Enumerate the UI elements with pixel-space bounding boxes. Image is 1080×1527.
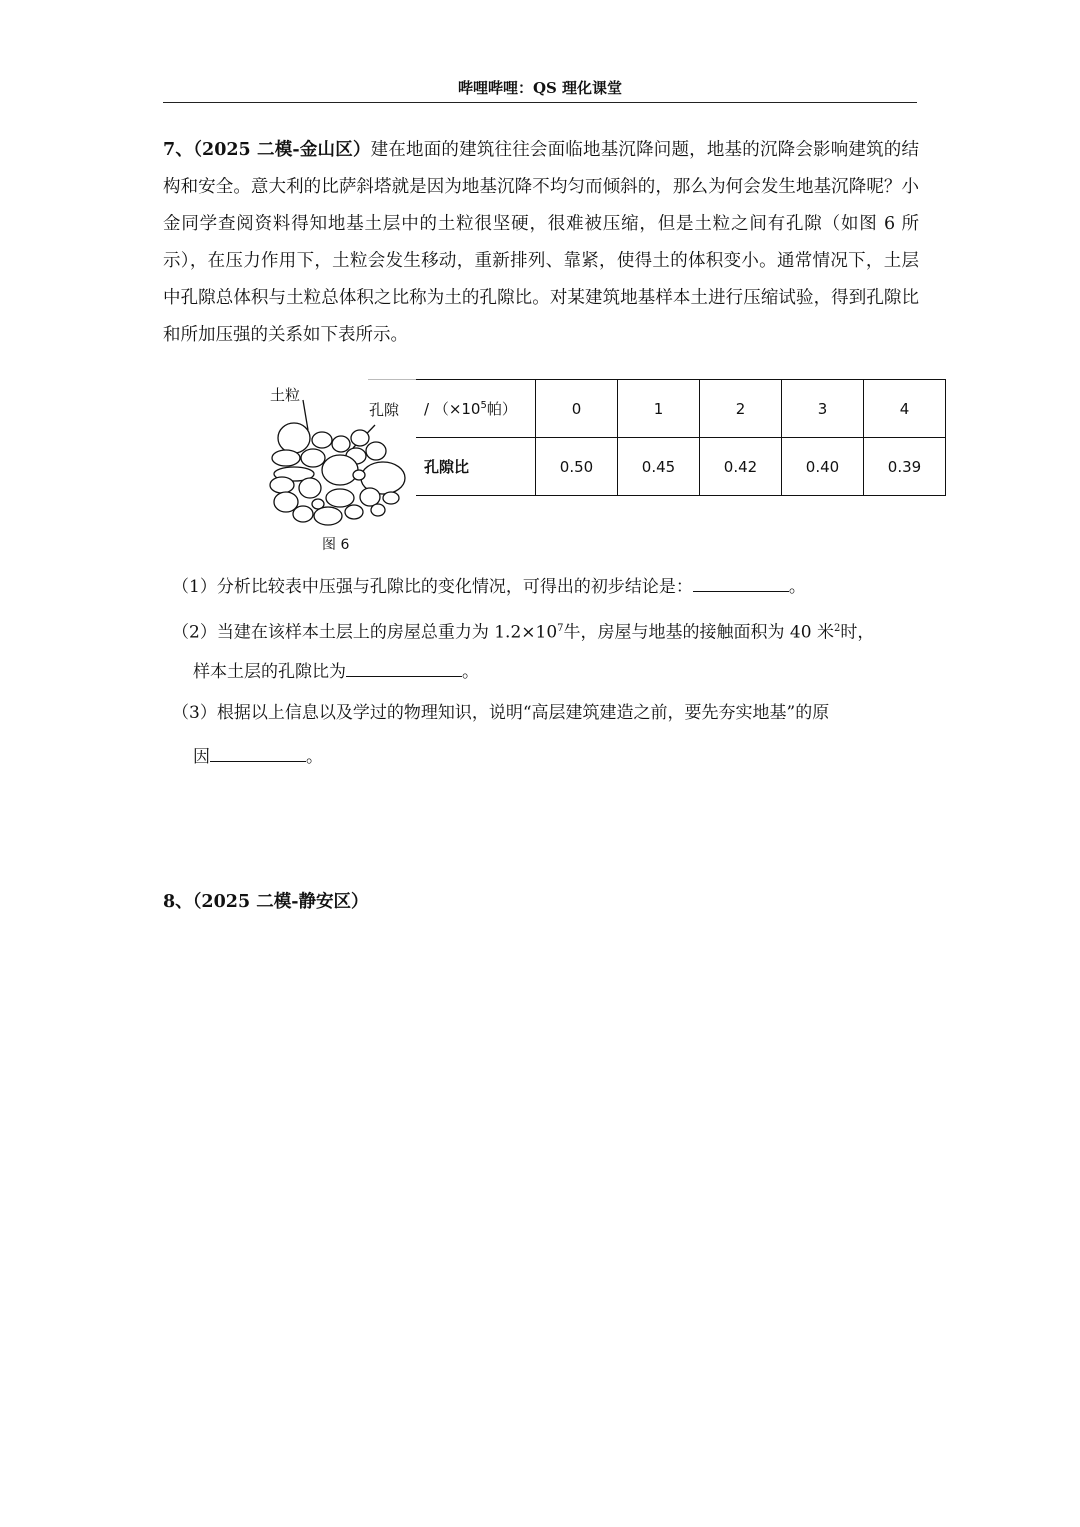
figure-caption: 图 6 <box>322 537 350 553</box>
label-pore: 孔隙 <box>369 401 400 419</box>
ratio-cell: 0.45 <box>618 438 700 496</box>
header-title: 哔哩哔哩：QS 理化课堂 <box>457 79 623 97</box>
question-7-source: （2025 二模-金山区） <box>193 140 371 160</box>
pressure-cell: 0 <box>536 380 618 438</box>
table-row-ratio <box>416 438 946 496</box>
subquestion-3: （3）根据以上信息以及学过的物理知识，说明“高层建筑建造之前，要先夯实地基”的原 <box>172 703 830 723</box>
label-soil-grain: 土粒 <box>270 386 301 404</box>
answer-blank-3[interactable] <box>210 745 306 762</box>
table-header-cut-line <box>368 379 418 380</box>
answer-blank-2[interactable] <box>346 660 462 677</box>
question-7-number: 7、 <box>163 140 194 160</box>
ratio-cell: 0.40 <box>782 438 864 496</box>
table-row-pressure <box>416 380 946 438</box>
ratio-header: 孔隙比 <box>416 438 536 496</box>
answer-blank-1[interactable] <box>693 575 789 592</box>
subquestion-2-line2: 样本土层的孔隙比为 。 <box>193 662 479 682</box>
pressure-cell: 1 <box>618 380 700 438</box>
question-8-title: 8、（2025 二模-静安区） <box>163 892 369 912</box>
pore-ratio-table <box>416 379 946 496</box>
ratio-cell: 0.39 <box>864 438 946 496</box>
subquestion-2: （2）当建在该样本土层上的房屋总重力为 $1.2\times 10^7$牛，房屋与地基的接触面积为 40 米$^2$时， <box>172 622 875 643</box>
question-7-intro: 建在地面的建筑往往会面临地基沉降问题，地基的沉降会影响建筑的结构和安全。意大利的比萨斜塔就是因为地基沉降不均匀而倾斜的，那么为何会发生地基沉降呢？小金同学查阅资料得知地基土层中的土粒很坚硬，很难被压缩，但是土粒之间有孔隙（如图 6 所示），在压力作用下，土粒会发生移动，重新排列、靠紧，使得土的体积变小。通常情况下，土层中孔隙总体积与土粒总体积之比称为土的孔隙比。对某建筑地基样本土进行压缩试验，得到孔隙比和所加压强的关系如下表所示。 <box>163 140 920 345</box>
question-7-body <box>163 132 919 354</box>
subquestion-3-line2: 因 。 <box>193 747 323 767</box>
ratio-cell: 0.42 <box>700 438 782 496</box>
pressure-cell: 2 <box>700 380 782 438</box>
pressure-header: / （$\times 10^5$帕） <box>416 380 536 438</box>
pressure-cell: 4 <box>864 380 946 438</box>
subquestion-1: （1）分析比较表中压强与孔隙比的变化情况，可得出的初步结论是： 。 <box>172 577 806 597</box>
ratio-cell: 0.50 <box>536 438 618 496</box>
pressure-cell: 3 <box>782 380 864 438</box>
page-header <box>163 78 917 103</box>
